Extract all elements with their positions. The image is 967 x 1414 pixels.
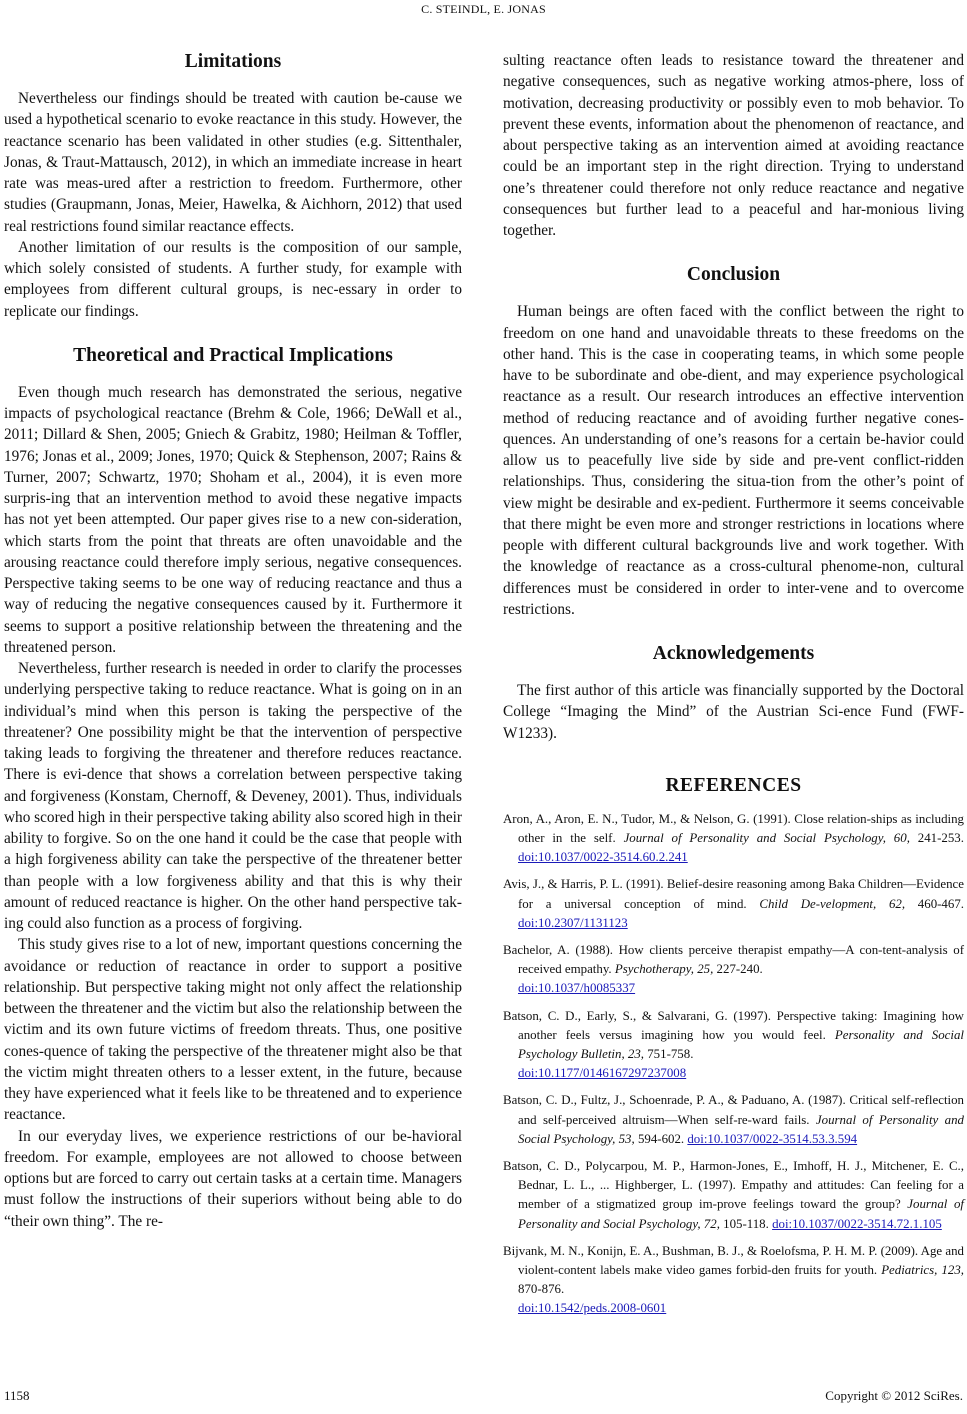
reference-pages: 241-253. <box>909 830 964 845</box>
reference-item <box>503 941 964 999</box>
reference-pages: 594-602. <box>634 1131 688 1146</box>
right-column <box>503 50 964 1327</box>
doi-link[interactable]: doi:10.1542/peds.2008-0601 <box>518 1301 667 1316</box>
reference-pages: 751-758. <box>644 1046 694 1061</box>
paragraph: Human beings are often faced with the conflict between the right to freedom on one hand and unavoidable threats to these freedoms on the other hand. This is the case in cooperating teams, in which some people have to be subordinate and obe-dient, and may experience psychological reactance as a result. Our research introduces an effective intervention method of reducing reactance and of avoiding further negative cones-quences. An understanding of one’s reasons for a certain be-havior could allow us to peacefully live side by side and pre-vent conflict-ridden relationships. Thus, considering the situa-tion from the other’s point of view might be desirable and ex-pedient. Furthermore it seems conceivable that there might be even more and stronger restrictions in locations where people with different cultural backgrounds live and work together. With the knowledge of reactance as a cross-cultural phenome-non, cultural differences must be considered in order to inter-vene and to overcome restrictions. <box>503 303 964 618</box>
doi-link[interactable]: doi:10.1037/0022-3514.60.2.241 <box>518 850 688 865</box>
doi-link[interactable]: doi:10.1037/0022-3514.53.3.594 <box>687 1131 858 1146</box>
reference-item <box>503 1157 964 1234</box>
doi-link[interactable]: doi:10.1177/0146167297237008 <box>518 1066 687 1081</box>
reference-text: Batson, C. D., Early, S., & Salvarani, G. (1997). Perspective taking: Imagining how another feels versus imagining how you would feel. <box>503 1008 964 1042</box>
reference-item <box>503 1007 964 1084</box>
paragraph: Nevertheless our findings should be treated with caution be-cause we used a hypothetical scenario to evoke reactance in this study. However, the reactance scenario has been validated in other studies (e.g. Sittenthaler, Jonas, & Traut-Mattausch, 2012), in which an immediate increase in heart rate was meas-ured after a restriction to freedom. Furthermore, other studies (Graupmann, Jonas, Meier, Hawelka, & Aichhorn, 2012) that used real restrictions found similar reactance effects. <box>4 90 462 235</box>
doi-link[interactable]: doi:10.1037/0022-3514.72.1.105 <box>772 1216 942 1231</box>
paragraph: Nevertheless, further research is needed in order to clarify the processes underlying perspective taking to reduce reactance. What is going on in an individual’s mind when this person is taking the perspective of the threatener? One possibility might be that the intervention of perspective taking leads to forgiving the threatener and therefore reduces reactance. There is evi-dence that shows a correlation between perspective taking and forgiveness (Konstam, Chernoff, & Deveney, 2001). Thus, individuals who scored high in their perspective taking ability also scored high in their ability to forgive. So on the one hand it could be the case that people with a high forgiveness ability can take the perspective of the threatener better than people with a low forgiveness ability and that this is why their amount of reduced reactance is higher. On the other hand perspective tak-ing could also function as a process of forgiving. <box>4 660 462 932</box>
reference-pages: 105-118. <box>719 1216 773 1231</box>
reference-pages: 870-876. <box>518 1282 565 1297</box>
reference-text: Bijvank, M. N., Konijn, E. A., Bushman, B. J., & Roelofsma, P. H. M. P. (2009). Age and violent-content labels make video games forbid-den fruits for youth. <box>503 1243 964 1278</box>
reference-item <box>503 1091 964 1149</box>
conclusion-heading: Conclusion <box>686 264 781 286</box>
paragraph: In our everyday lives, we experience restrictions of our be-havioral freedom. For example, employees are not allowed to choose between options but are forced to carry out certain tasks at a certain time. Managers must follow the instructions of their superiors without being able to do “their own thing”. The re- <box>4 1127 462 1230</box>
reference-journal: Journal of Personality and Social Psychology, 72, <box>518 1197 964 1231</box>
doi-link[interactable]: doi:10.2307/1131123 <box>518 915 628 930</box>
reference-text: Batson, C. D., Polycarpou, M. P., Harmon-Jones, E., Imhoff, H. J., Mitchener, E. C., Bednar, L. L., ... Highberger, L. (1997). Empathy and attitudes: Can feeling for a member of a stigmatized group im-prove feelings toward the group? <box>503 1159 964 1212</box>
implications-heading: Theoretical and Practical Implications <box>73 344 393 366</box>
reference-journal: Pediatrics, 123, <box>881 1263 964 1278</box>
doi-link[interactable]: doi:10.1037/h0085337 <box>518 981 636 996</box>
reference-journal: Journal of Personality and Social Psychology, 60, <box>623 830 910 845</box>
reference-pages: 227-240. <box>713 962 763 977</box>
paragraph: Even though much research has demonstrated the serious, negative impacts of psychological reactance (Brehm & Cole, 1966; DeWall et al., 2011; Dillard & Shen, 2005; Gniech & Grabitz, 1980; Heilman & Toffler, 1976; Jonas et al., 2009; Jones, 1970; Quick & Stephenson, 2007; Rains & Turner, 2007; Schwartz, 1970; Shoham et al., 2004), it is even more surpris-ing that an intervention method to avoid these negative impacts has not yet been attempted. Our paper gives rise to a new con-sideration, which starts from the point that threats are often unavoidable and the arousing reactance could therefore imply serious, negative consequences. Perspective taking seems to be one way of reducing reactance and thus a way of reducing the negative consequences caused by it. Furthermore it seems to support a positive relationship between the threatening and the threatened person. <box>4 383 462 656</box>
reference-journal: Psychotherapy, 25, <box>614 962 714 977</box>
reference-journal: Child De-velopment, 62, <box>759 896 906 911</box>
paragraph: Another limitation of our results is the composition of our sample, which solely consisted of students. A further study, for example with employees from different cultural groups, is nec-essary in order to replicate our findings. <box>4 238 462 320</box>
reference-item <box>503 1242 964 1319</box>
left-column <box>4 50 462 1232</box>
paragraph: The first author of this article was financially supported by the Doctoral College “Imaging the Mind” of the Austrian Sci-ence Fund (FWF-W1233). <box>503 682 964 742</box>
running-header: C. STEINDL, E. JONAS <box>421 2 546 16</box>
acknowledgements-heading: Acknowledgements <box>652 643 815 664</box>
copyright-notice: Copyright © 2012 SciRes. <box>825 1388 963 1403</box>
reference-text: Aron, A., Aron, E. N., Tudor, M., & Nelson, G. (1991). Close relation-ships as including other in the self. <box>503 811 964 845</box>
reference-item <box>503 875 964 933</box>
reference-journal: Journal of Personality and Social Psychology, 53, <box>518 1112 965 1146</box>
reference-list <box>503 810 964 1319</box>
page-number: 1158 <box>4 1388 30 1403</box>
paragraph: This study gives rise to a lot of new, important questions concerning the avoidance or reduction of reactance in order to support a positive relationship. But perspective taking might not only affect the relationship between the threatener and the victim but also the relationship between the victim and its own future victims of freedom threats. Thus, one positive cones-quence of taking the perspective of the threatener might also be that the victim might threaten others to a lesser extent, in the future, because they have experienced what it feels like to be threatened and to experience reactance. <box>4 936 462 1124</box>
reference-text: Batson, C. D., Fultz, J., Schoenrade, P. A., & Paduano, A. (1987). Critical self-reflection and self-perceived altruism—When self-re-ward fails. <box>503 1093 964 1127</box>
references-heading: REFERENCES <box>665 774 802 796</box>
reference-text: Bachelor, A. (1988). How clients perceive therapist empathy—A con-tent-analysis of received empathy. <box>503 942 964 977</box>
limitations-heading: Limitations <box>184 51 282 72</box>
reference-pages: 460-467. <box>905 896 964 911</box>
reference-journal: Personality and Social Psychology Bulletin, 23, <box>518 1027 964 1061</box>
reference-item <box>503 810 964 868</box>
paragraph-continuation: sulting reactance often leads to resistance toward the threatener and negative consequences, such as negative working atmos-phere, loss of motivation, decreasing productivity or possibly even to mob behavior. To prevent these events, information about the phenomenon of reactance, and about perspective taking as an intervention aimed at avoiding reactance could be an important step in the right direction. Trying to understand one’s threatener could therefore not only reduce reactance and negative consequences but further lead to a peaceful and har-monious living together. <box>503 52 964 239</box>
reference-text: Avis, J., & Harris, P. L. (1991). Belief-desire reasoning among Baka Children—Evidence for a universal conception of mind. <box>503 877 964 911</box>
